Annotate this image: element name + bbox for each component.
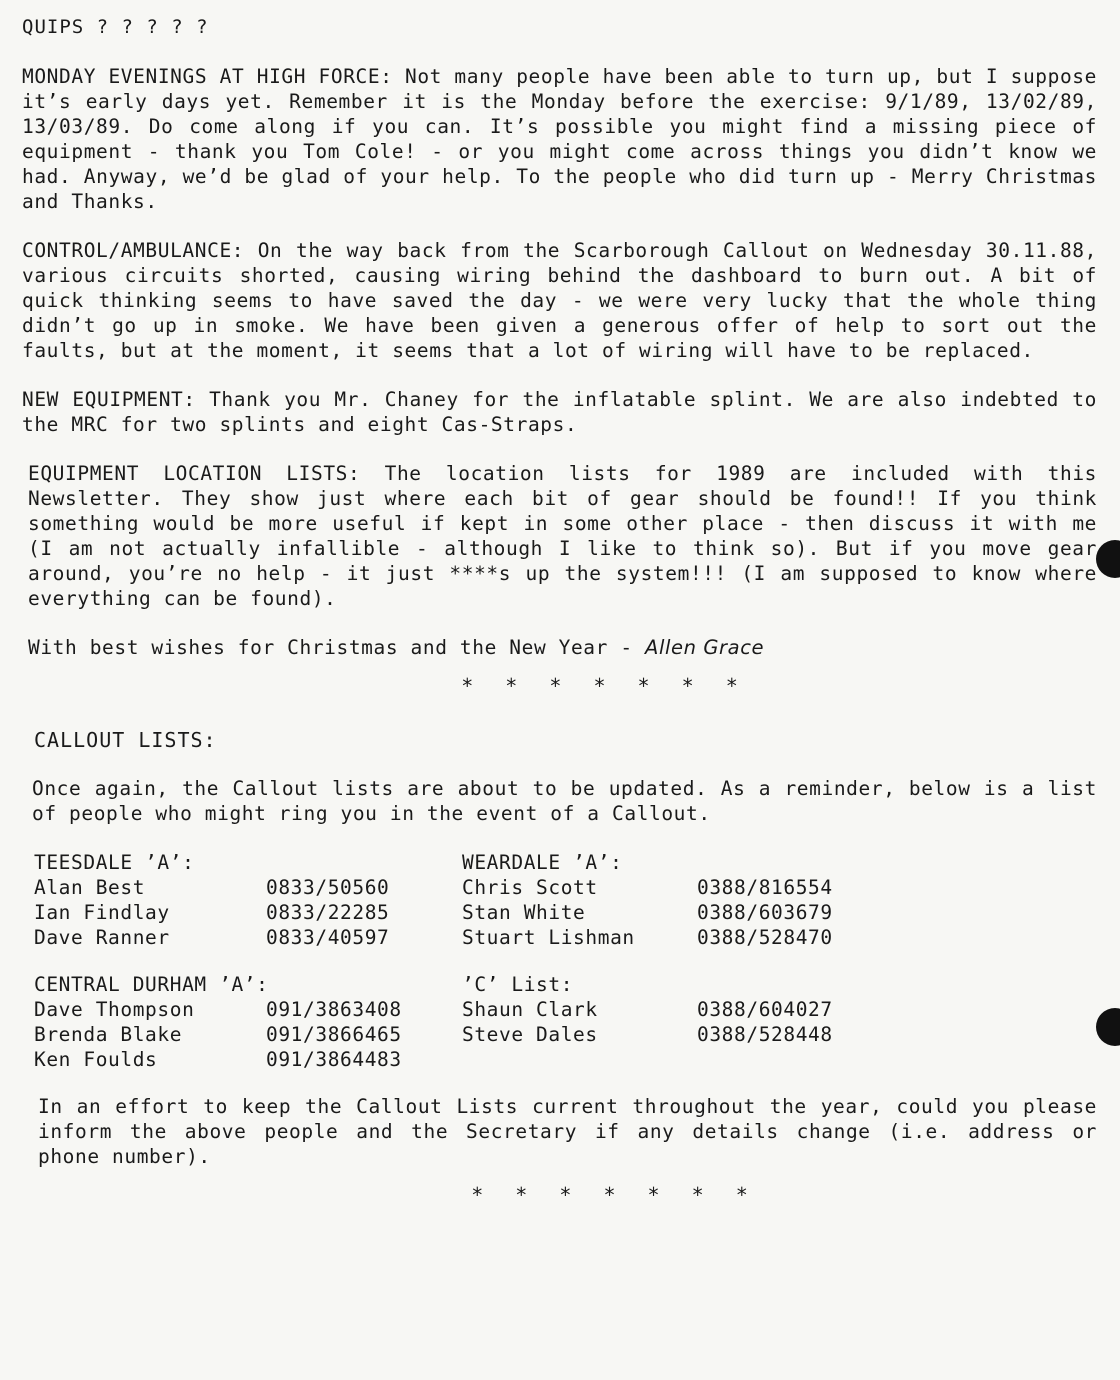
page-title: QUIPS ? ? ? ? ? xyxy=(22,16,209,38)
group-title-weardale: WEARDALE ’A’: xyxy=(462,851,623,874)
contact-phone: 0388/603679 xyxy=(697,901,833,924)
contact-phone: 0388/816554 xyxy=(697,876,833,899)
callout-lists-title: CALLOUT LISTS: xyxy=(34,728,217,752)
signature: Allen Grace xyxy=(645,636,765,659)
contact-name: Alan Best xyxy=(34,876,146,899)
contact-name: Stan White xyxy=(462,901,586,924)
location-lists-paragraph: EQUIPMENT LOCATION LISTS: The location lists for 1989 are included with this Newsletter. They show just where each bit of gear should be found!! If you think something would be more useful if kept in some other place - then discuss it with me (I am not actually infallible - although I like to think so). But if you move gear around, you’re no help - it just ****s up the system!!! (I am supposed to know where everything can be found). xyxy=(28,462,1097,610)
contact-name: Brenda Blake xyxy=(34,1023,183,1046)
contact-name: Stuart Lishman xyxy=(462,926,635,949)
contact-phone: 091/3863408 xyxy=(266,998,402,1021)
contact-name: Ian Findlay xyxy=(34,901,170,924)
callout-intro-paragraph: Once again, the Callout lists are about to be updated. As a reminder, below is a list of people who might ring you in the event of a Callout. xyxy=(32,777,1097,825)
group-title-teesdale: TEESDALE ’A’: xyxy=(34,851,195,874)
contact-name: Dave Thompson xyxy=(34,998,195,1021)
contact-name: Ken Foulds xyxy=(34,1048,158,1071)
wishes-line xyxy=(22,635,1097,660)
group-title-central-durham: CENTRAL DURHAM ’A’: xyxy=(34,973,269,996)
contact-group-teesdale-weardale xyxy=(34,850,1097,950)
contact-phone: 091/3866465 xyxy=(266,1023,402,1046)
contact-phone: 0833/50560 xyxy=(266,876,390,899)
control-ambulance-paragraph: CONTROL/AMBULANCE: On the way back from the Scarborough Callout on Wednesday 30.11.88, various circuits shorted, causing wiring behind the dashboard to burn out. A bit of quick thinking seems to have saved the day - we were very lucky that the whole thing didn’t go up in smoke. We have been given a generous offer of help to sort out the faults, but at the moment, it seems that a lot of wiring will have to be replaced. xyxy=(22,239,1097,362)
callout-closing-paragraph: In an effort to keep the Callout Lists current throughout the year, could you please inform the above people and the Secretary if any details change (i.e. address or phone number). xyxy=(38,1095,1097,1168)
contact-phone: 0388/528448 xyxy=(697,1023,833,1046)
separator-top: * * * * * * * xyxy=(461,674,748,698)
newsletter-page xyxy=(22,16,1097,1207)
contact-phone: 091/3864483 xyxy=(266,1048,402,1071)
contact-name: Shaun Clark xyxy=(462,998,598,1021)
separator-bottom: * * * * * * * xyxy=(471,1183,758,1207)
contact-name: Chris Scott xyxy=(462,876,598,899)
contact-phone: 0388/528470 xyxy=(697,926,833,949)
contact-phone: 0388/604027 xyxy=(697,998,833,1021)
callout-contacts xyxy=(34,850,1097,1072)
punch-hole-top xyxy=(1096,540,1120,578)
wishes-text: With best wishes for Christmas and the New Year - xyxy=(28,636,633,659)
contact-name: Steve Dales xyxy=(462,1023,598,1046)
contact-name: Dave Ranner xyxy=(34,926,170,949)
new-equipment-paragraph: NEW EQUIPMENT: Thank you Mr. Chaney for the inflatable splint. We are also indebted to the MRC for two splints and eight Cas-Straps. xyxy=(22,388,1097,436)
punch-hole-bottom xyxy=(1096,1008,1120,1046)
group-title-c-list: ’C’ List: xyxy=(462,973,574,996)
contact-phone: 0833/22285 xyxy=(266,901,390,924)
contact-phone: 0833/40597 xyxy=(266,926,390,949)
high-force-paragraph: MONDAY EVENINGS AT HIGH FORCE: Not many people have been able to turn up, but I suppose it’s early days yet. Remember it is the Monday before the exercise: 9/1/89, 13/02/89, 13/03/89. Do come along if you can. It’s possible you might find a missing piece of equipment - thank you Tom Cole! - or you might come across things you didn’t know we had. Anyway, we’d be glad of your help. To the people who did turn up - Merry Christmas and Thanks. xyxy=(22,65,1097,213)
contact-group-central-durham-c-list xyxy=(34,972,1097,1072)
